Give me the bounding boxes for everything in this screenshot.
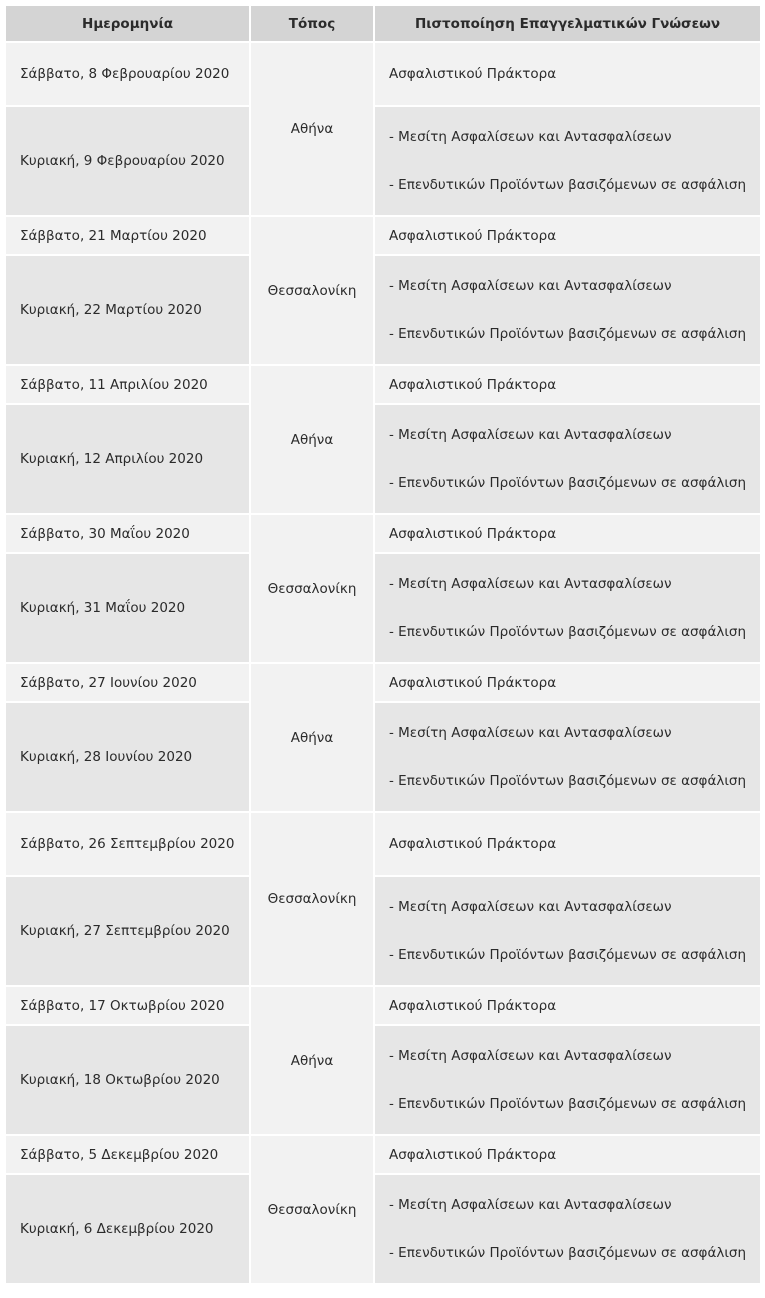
date-cell: Κυριακή, 27 Σεπτεμβρίου 2020 (6, 877, 249, 985)
certification-investment: - Επενδυτικών Προϊόντων βασιζόμενων σε ασφάλιση (389, 177, 747, 193)
place-cell: Αθήνα (251, 664, 373, 811)
certification-agent: Ασφαλιστικού Πράκτορα (375, 43, 760, 105)
certification-cell (375, 554, 760, 662)
date-cell: Κυριακή, 12 Απριλίου 2020 (6, 405, 249, 513)
place-cell: Θεσσαλονίκη (251, 515, 373, 662)
table-row-saturday (6, 43, 760, 105)
date-cell: Σάββατο, 26 Σεπτεμβρίου 2020 (6, 813, 249, 875)
table-row-sunday (6, 256, 760, 364)
certification-broker: - Μεσίτη Ασφαλίσεων και Αντασφαλίσεων (389, 899, 672, 915)
certification-agent: Ασφαλιστικού Πράκτορα (375, 664, 760, 701)
place-cell: Θεσσαλονίκη (251, 813, 373, 985)
certification-investment: - Επενδυτικών Προϊόντων βασιζόμενων σε ασφάλιση (389, 947, 747, 963)
date-cell: Κυριακή, 6 Δεκεμβρίου 2020 (6, 1175, 249, 1283)
place-cell: Αθήνα (251, 987, 373, 1134)
place-cell: Αθήνα (251, 43, 373, 215)
certification-broker: - Μεσίτη Ασφαλίσεων και Αντασφαλίσεων (389, 278, 672, 294)
place-cell: Θεσσαλονίκη (251, 217, 373, 364)
date-cell: Κυριακή, 31 Μαΐου 2020 (6, 554, 249, 662)
header-date: Ημερομηνία (6, 6, 249, 41)
table-row-sunday (6, 107, 760, 215)
header-certification: Πιστοποίηση Επαγγελματικών Γνώσεων (375, 6, 760, 41)
certification-agent: Ασφαλιστικού Πράκτορα (375, 1136, 760, 1173)
table-row-sunday (6, 703, 760, 811)
certification-agent: Ασφαλιστικού Πράκτορα (375, 987, 760, 1024)
certification-cell (375, 107, 760, 215)
date-cell: Σάββατο, 27 Ιουνίου 2020 (6, 664, 249, 701)
certification-broker: - Μεσίτη Ασφαλίσεων και Αντασφαλίσεων (389, 1197, 672, 1213)
date-cell: Σάββατο, 17 Οκτωβρίου 2020 (6, 987, 249, 1024)
date-cell: Κυριακή, 22 Μαρτίου 2020 (6, 256, 249, 364)
certification-cell (375, 405, 760, 513)
certification-agent: Ασφαλιστικού Πράκτορα (375, 813, 760, 875)
certification-investment: - Επενδυτικών Προϊόντων βασιζόμενων σε ασφάλιση (389, 773, 747, 789)
certification-agent: Ασφαλιστικού Πράκτορα (375, 366, 760, 403)
table-row-saturday (6, 1136, 760, 1173)
table-row-saturday (6, 366, 760, 403)
certification-broker: - Μεσίτη Ασφαλίσεων και Αντασφαλίσεων (389, 129, 672, 145)
place-cell: Αθήνα (251, 366, 373, 513)
table-row-sunday (6, 554, 760, 662)
table-row-sunday (6, 405, 760, 513)
table-row-sunday (6, 1026, 760, 1134)
header-row (6, 6, 760, 41)
certification-investment: - Επενδυτικών Προϊόντων βασιζόμενων σε ασφάλιση (389, 1245, 747, 1261)
table-row-saturday (6, 987, 760, 1024)
certification-broker: - Μεσίτη Ασφαλίσεων και Αντασφαλίσεων (389, 576, 672, 592)
certification-investment: - Επενδυτικών Προϊόντων βασιζόμενων σε ασφάλιση (389, 624, 747, 640)
certification-cell (375, 256, 760, 364)
exam-schedule-table (4, 4, 762, 1285)
table-row-sunday (6, 1175, 760, 1283)
certification-broker: - Μεσίτη Ασφαλίσεων και Αντασφαλίσεων (389, 725, 672, 741)
date-cell: Κυριακή, 18 Οκτωβρίου 2020 (6, 1026, 249, 1134)
table-row-saturday (6, 664, 760, 701)
table-row-saturday (6, 813, 760, 875)
certification-investment: - Επενδυτικών Προϊόντων βασιζόμενων σε ασφάλιση (389, 1096, 747, 1112)
date-cell: Σάββατο, 5 Δεκεμβρίου 2020 (6, 1136, 249, 1173)
certification-broker: - Μεσίτη Ασφαλίσεων και Αντασφαλίσεων (389, 1048, 672, 1064)
date-cell: Σάββατο, 11 Απριλίου 2020 (6, 366, 249, 403)
table-row-saturday (6, 515, 760, 552)
date-cell: Σάββατο, 30 Μαΐου 2020 (6, 515, 249, 552)
certification-agent: Ασφαλιστικού Πράκτορα (375, 217, 760, 254)
date-cell: Κυριακή, 9 Φεβρουαρίου 2020 (6, 107, 249, 215)
date-cell: Σάββατο, 8 Φεβρουαρίου 2020 (6, 43, 249, 105)
table-row-sunday (6, 877, 760, 985)
header-place: Τόπος (251, 6, 373, 41)
certification-agent: Ασφαλιστικού Πράκτορα (375, 515, 760, 552)
table-row-saturday (6, 217, 760, 254)
place-cell: Θεσσαλονίκη (251, 1136, 373, 1283)
date-cell: Κυριακή, 28 Ιουνίου 2020 (6, 703, 249, 811)
certification-investment: - Επενδυτικών Προϊόντων βασιζόμενων σε ασφάλιση (389, 475, 747, 491)
certification-cell (375, 877, 760, 985)
certification-cell (375, 703, 760, 811)
certification-cell (375, 1026, 760, 1134)
date-cell: Σάββατο, 21 Μαρτίου 2020 (6, 217, 249, 254)
certification-investment: - Επενδυτικών Προϊόντων βασιζόμενων σε ασφάλιση (389, 326, 747, 342)
certification-cell (375, 1175, 760, 1283)
certification-broker: - Μεσίτη Ασφαλίσεων και Αντασφαλίσεων (389, 427, 672, 443)
